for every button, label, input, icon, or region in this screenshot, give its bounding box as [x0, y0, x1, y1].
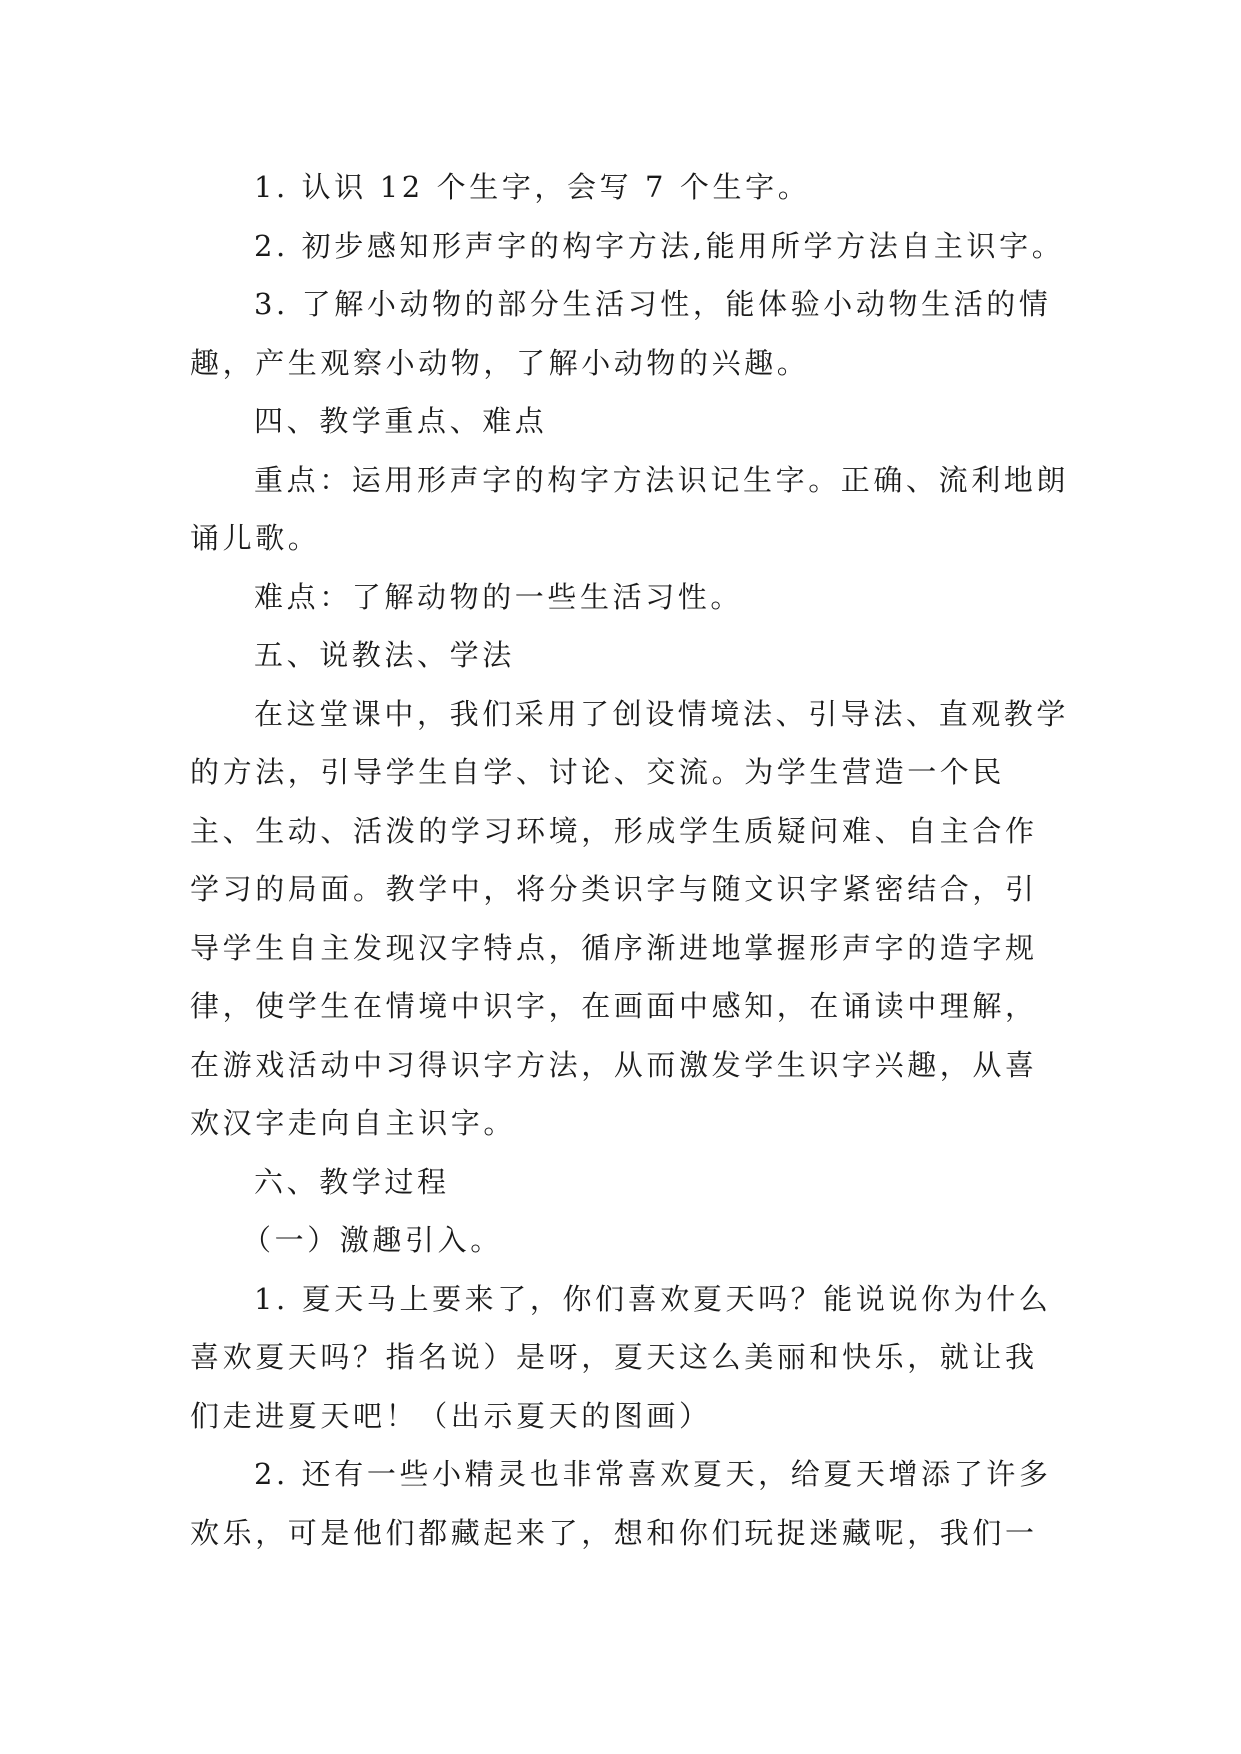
section-heading-key-points: 四、教学重点、难点 — [254, 404, 548, 438]
objective-1: 1. 认识 12 个生字，会写 7 个生字。 — [254, 170, 811, 204]
key-point-paragraph: 重点：运用形声字的构字方法识记生字。正确、流利地朗诵儿歌。 — [190, 462, 1070, 555]
process-step-1: 1. 夏天马上要来了，你们喜欢夏天吗？能说说你为什么喜欢夏天吗？指名说）是呀，夏天这么美丽和快乐，就让我们走进夏天吧！（出示夏天的图画） — [190, 1281, 1052, 1433]
objective-2: 2. 初步感知形声字的构字方法,能用所学方法自主识字。 — [254, 228, 1065, 263]
section-heading-methods: 五、说教法、学法 — [254, 638, 515, 672]
subsection-heading-intro: （一）激趣引入。 — [242, 1223, 503, 1257]
document-body — [190, 158, 1070, 1562]
process-step-2: 2. 还有一些小精灵也非常喜欢夏天，给夏天增添了许多欢乐，可是他们都藏起来了，想和你们玩捉迷藏呢，我们一 — [190, 1457, 1052, 1550]
methods-paragraph: 在这堂课中，我们采用了创设情境法、引导法、直观教学的方法，引导学生自学、讨论、交流。为学生营造一个民主、生动、活泼的学习环境，形成学生质疑问难、自主合作学习的局面。教学中，将分类识字与随文识字紧密结合，引导学生自主发现汉字特点，循序渐进地掌握形声字的造字规律，使学生在情境中识字，在画面中感知，在诵读中理解，在游戏活动中习得识字方法，从而激发学生识字兴趣，从喜欢汉字走向自主识字。 — [190, 696, 1070, 1140]
objective-3: 3. 了解小动物的部分生活习性，能体验小动物生活的情趣，产生观察小动物，了解小动物的兴趣。 — [190, 287, 1052, 380]
section-heading-process: 六、教学过程 — [254, 1164, 450, 1199]
difficulty-paragraph: 难点：了解动物的一些生活习性。 — [254, 579, 744, 614]
